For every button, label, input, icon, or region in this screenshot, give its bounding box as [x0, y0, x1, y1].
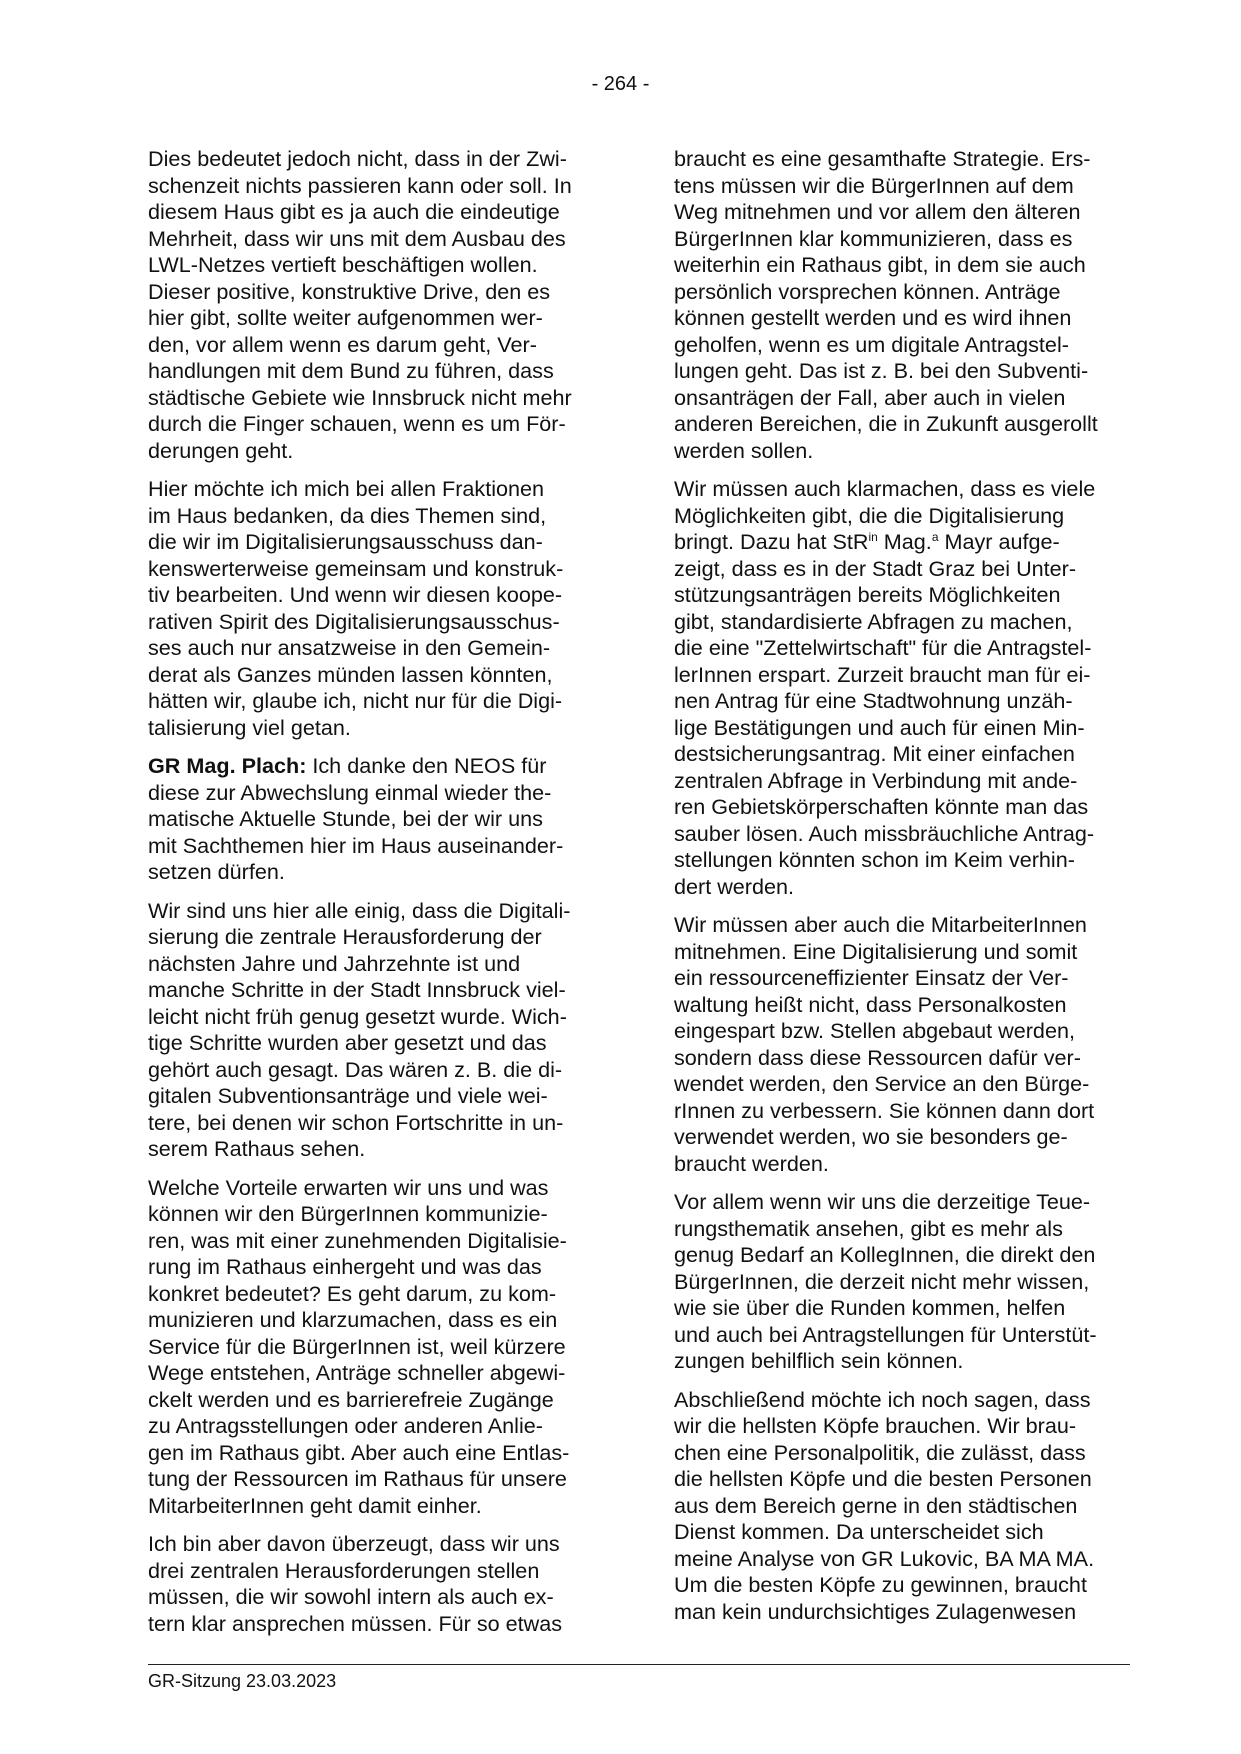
- paragraph: [148, 898, 603, 1163]
- text-line: [148, 753, 603, 780]
- text-line: onsanträgen der Fall, aber auch in vielen: [674, 384, 1066, 410]
- text-line: tern klar ansprechen müssen. Für so etwas: [148, 1610, 563, 1636]
- text-line: zentralen Abfrage in Verbindung mit ande-: [674, 767, 1078, 793]
- text-line: lige Bestätigungen und auch für einen Min-: [674, 714, 1085, 740]
- paragraph: [674, 1189, 1129, 1375]
- text-line: persönlich vorsprechen können. Anträge: [674, 278, 1061, 304]
- text-line: ses auch nur ansatzweise in den Gemein-: [148, 635, 551, 660]
- superscript: in: [868, 529, 878, 544]
- text-line: nächsten Jahre und Jahrzehnte ist und: [148, 950, 521, 976]
- text-line: Wir müssen auch klarmachen, dass es viele: [674, 476, 1096, 501]
- text-line: diesem Haus gibt es ja auch die eindeutige: [148, 199, 560, 224]
- text-line: lungen geht. Das ist z. B. bei den Subventi-: [674, 358, 1089, 383]
- text-line: Vor allem wenn wir uns die derzeitige Teue-: [674, 1189, 1091, 1214]
- text-line: wir die hellsten Köpfe brauchen. Wir brau-: [674, 1413, 1077, 1438]
- text-line: können gestellt werden und es wird ihnen: [674, 305, 1072, 330]
- paragraph: [674, 1387, 1129, 1626]
- text-line: hätten wir, glaube ich, nicht nur für die Digi-: [148, 688, 563, 713]
- text-line: handlungen mit dem Bund zu führen, dass: [148, 358, 554, 383]
- paragraph: [148, 146, 603, 464]
- text-line: LWL-Netzes vertieft beschäftigen wollen.: [148, 252, 538, 277]
- text-line: ren, was mit einer zunehmenden Digitalisie-: [148, 1227, 567, 1253]
- text-line: hier gibt, sollte weiter aufgenommen wer-: [148, 305, 543, 330]
- footer-divider: [148, 1664, 1130, 1665]
- text-line: destsicherungsantrag. Mit einer einfachen: [674, 741, 1075, 766]
- text-line: Möglichkeiten gibt, die die Digitalisierung: [674, 502, 1065, 528]
- text-line: gen im Rathaus gibt. Aber auch eine Entlas-: [148, 1439, 570, 1465]
- text-line: BürgerInnen, die derzeit nicht mehr wissen,: [674, 1268, 1090, 1294]
- text-line: chen eine Personalpolitik, die zulässt, dass: [674, 1439, 1086, 1465]
- text-line: zungen behilflich sein können.: [674, 1348, 964, 1373]
- text-line: den, vor allem wenn es darum geht, Ver-: [148, 331, 537, 357]
- text-line: stellungen könnten schon im Keim verhin-: [674, 847, 1075, 872]
- text-line: gibt, standardisierte Abfragen zu machen,: [674, 608, 1073, 634]
- text-line: Wir müssen aber auch die MitarbeiterInnen: [674, 912, 1087, 937]
- text-line: tiv bearbeiten. Und wenn wir diesen koope-: [148, 582, 563, 607]
- text-line: serem Rathaus sehen.: [148, 1136, 366, 1161]
- text-line: ckelt werden und es barrierefreie Zugänge: [148, 1386, 554, 1412]
- text-line: manche Schritte in der Stadt Innsbruck viel-: [148, 977, 566, 1002]
- text-line: tere, bei denen wir schon Fortschritte in un-: [148, 1109, 564, 1135]
- text-segment: Mayr aufge-: [938, 529, 1060, 554]
- text-line: müssen, die wir sowohl intern als auch ex-: [148, 1584, 554, 1609]
- text-line: städtische Gebiete wie Innsbruck nicht mehr: [148, 384, 572, 410]
- paragraph: [148, 476, 603, 741]
- text-line: Wir sind uns hier alle einig, dass die Digitali-: [148, 897, 571, 923]
- text-line: ren Gebietskörperschaften könnte man das: [674, 794, 1089, 819]
- text-line: wie sie über die Runden kommen, helfen: [674, 1295, 1066, 1320]
- page-number: - 264 -: [591, 73, 650, 95]
- paragraph: [674, 912, 1129, 1177]
- text-segment: Mag.: [877, 529, 932, 554]
- text-line: derat als Ganzes münden lassen könnten,: [148, 661, 553, 687]
- speaker-name: GR Mag. Plach:: [148, 753, 307, 778]
- text-line: eingespart bzw. Stellen abgebaut werden,: [674, 1018, 1075, 1043]
- paragraph: [674, 476, 1129, 900]
- text-line: drei zentralen Herausforderungen stellen: [148, 1557, 540, 1583]
- text-line: rungsthematik ansehen, gibt es mehr als: [674, 1215, 1063, 1241]
- text-line: man kein undurchsichtiges Zulagenwesen: [674, 1598, 1077, 1624]
- text-line: aus dem Bereich gerne in den städtischen: [674, 1492, 1078, 1518]
- text-segment: Ich danke den NEOS für: [306, 753, 547, 778]
- paragraph: [148, 1175, 603, 1520]
- text-line: lerInnen erspart. Zurzeit braucht man für ei-: [674, 661, 1091, 687]
- text-line: verwendet werden, wo sie besonders ge-: [674, 1124, 1068, 1149]
- text-line: Ich bin aber davon überzeugt, dass wir uns: [148, 1531, 560, 1556]
- text-line: rung im Rathaus einhergeht und was das: [148, 1254, 542, 1279]
- text-line: die wir im Digitalisierungsausschuss dan-: [148, 529, 543, 554]
- text-line: gehört auch gesagt. Das wären z. B. die di-: [148, 1056, 563, 1082]
- text-line: sierung die zentrale Herausforderung der: [148, 924, 542, 949]
- text-line: im Haus bedanken, da dies Themen sind,: [148, 502, 547, 528]
- text-line: geholfen, wenn es um digitale Antragstel-: [674, 331, 1069, 357]
- text-line: braucht werden.: [674, 1150, 829, 1176]
- text-line: Dieser positive, konstruktive Drive, den es: [148, 278, 551, 304]
- superscript: a: [931, 529, 939, 544]
- text-line: talisierung viel getan.: [148, 714, 351, 740]
- text-line: [674, 529, 1129, 556]
- text-line: MitarbeiterInnen geht damit einher.: [148, 1492, 482, 1518]
- text-line: tung der Ressourcen im Rathaus für unsere: [148, 1466, 567, 1491]
- text-line: tens müssen wir die BürgerInnen auf dem: [674, 172, 1074, 198]
- text-line: Um die besten Köpfe zu gewinnen, braucht: [674, 1572, 1087, 1597]
- text-line: stützungsanträgen bereits Möglichkeiten: [674, 582, 1061, 607]
- text-line: Weg mitnehmen und vor allem den älteren: [674, 199, 1081, 224]
- text-line: und auch bei Antragstellungen für Unterstüt-: [674, 1321, 1097, 1347]
- text-line: die eine "Zettelwirtschaft" für die Antragstel-: [674, 635, 1092, 660]
- text-line: nen Antrag für eine Stadtwohnung unzäh-: [674, 688, 1073, 713]
- text-line: Mehrheit, dass wir uns mit dem Ausbau des: [148, 225, 566, 251]
- text-line: Welche Vorteile erwarten wir uns und was: [148, 1174, 549, 1200]
- text-line: sondern dass diese Ressourcen dafür ver-: [674, 1044, 1081, 1070]
- text-line: waltung heißt nicht, dass Personalkosten: [674, 991, 1067, 1017]
- text-line: meine Analyse von GR Lukovic, BA MA MA.: [674, 1545, 1095, 1571]
- text-line: Service für die BürgerInnen ist, weil kürzere: [148, 1333, 566, 1359]
- text-line: diese zur Abwechslung einmal wieder the-: [148, 779, 552, 805]
- text-line: braucht es eine gesamthafte Strategie. Ers-: [674, 146, 1091, 171]
- text-line: wendet werden, den Service an den Bürge-: [674, 1071, 1090, 1096]
- text-line: matische Aktuelle Stunde, bei der wir uns: [148, 806, 543, 831]
- text-line: konkret bedeutet? Es geht darum, zu kom-: [148, 1280, 557, 1306]
- text-line: Dienst kommen. Da unterscheidet sich: [674, 1519, 1044, 1544]
- text-line: ein ressourceneffizienter Einsatz der Ver-: [674, 965, 1069, 990]
- text-line: tige Schritte wurden aber gesetzt und das: [148, 1030, 547, 1055]
- text-line: Hier möchte ich mich bei allen Fraktionen: [148, 476, 545, 501]
- text-line: BürgerInnen klar kommunizieren, dass es: [674, 225, 1073, 251]
- text-line: rInnen zu verbessern. Sie können dann dort: [674, 1097, 1095, 1123]
- text-line: werden sollen.: [674, 437, 814, 463]
- text-line: mit Sachthemen hier im Haus auseinander-: [148, 832, 564, 858]
- paragraph: [148, 1531, 603, 1637]
- text-line: anderen Bereichen, die in Zukunft ausgerollt: [674, 411, 1098, 436]
- text-line: sauber lösen. Auch missbräuchliche Antrag-: [674, 820, 1095, 846]
- text-line: dert werden.: [674, 873, 795, 899]
- speaker-paragraph: [148, 753, 603, 886]
- paragraph: [674, 146, 1129, 464]
- text-line: Dies bedeutet jedoch nicht, dass in der Zwi-: [148, 146, 567, 171]
- text-line: munizieren und klarzumachen, dass es ein: [148, 1307, 558, 1332]
- text-line: Wege entstehen, Anträge schneller abgewi-: [148, 1360, 566, 1385]
- text-line: rativen Spirit des Digitalisierungsausschus-: [148, 608, 560, 634]
- left-column: [148, 146, 603, 1649]
- text-line: weiterhin ein Rathaus gibt, in dem sie auch: [674, 252, 1086, 277]
- right-column: [674, 146, 1129, 1637]
- text-line: kenswerterweise gemeinsam und konstruk-: [148, 555, 564, 581]
- text-line: setzen dürfen.: [148, 859, 285, 884]
- text-line: Abschließend möchte ich noch sagen, dass: [674, 1386, 1091, 1412]
- text-line: durch die Finger schauen, wenn es um För-: [148, 411, 566, 436]
- text-line: mitnehmen. Eine Digitalisierung und somit: [674, 938, 1078, 964]
- text-line: die hellsten Köpfe und die besten Personen: [674, 1466, 1092, 1491]
- text-line: leicht nicht früh genug gesetzt wurde. Wich-: [148, 1003, 567, 1029]
- text-line: können wir den BürgerInnen kommunizie-: [148, 1201, 548, 1226]
- text-line: genug Bedarf an KollegInnen, die direkt den: [674, 1242, 1096, 1267]
- text-line: derungen geht.: [148, 437, 294, 463]
- text-line: zu Antragsstellungen oder anderen Anlie-: [148, 1413, 543, 1438]
- text-line: zeigt, dass es in der Stadt Graz bei Unter-: [674, 555, 1077, 581]
- footer-session-date: GR-Sitzung 23.03.2023: [148, 1671, 337, 1691]
- text-segment: bringt. Dazu hat StR: [674, 529, 869, 554]
- text-line: gitalen Subventionsanträge und viele wei-: [148, 1083, 548, 1108]
- text-line: schenzeit nichts passieren kann oder soll. In: [148, 172, 572, 198]
